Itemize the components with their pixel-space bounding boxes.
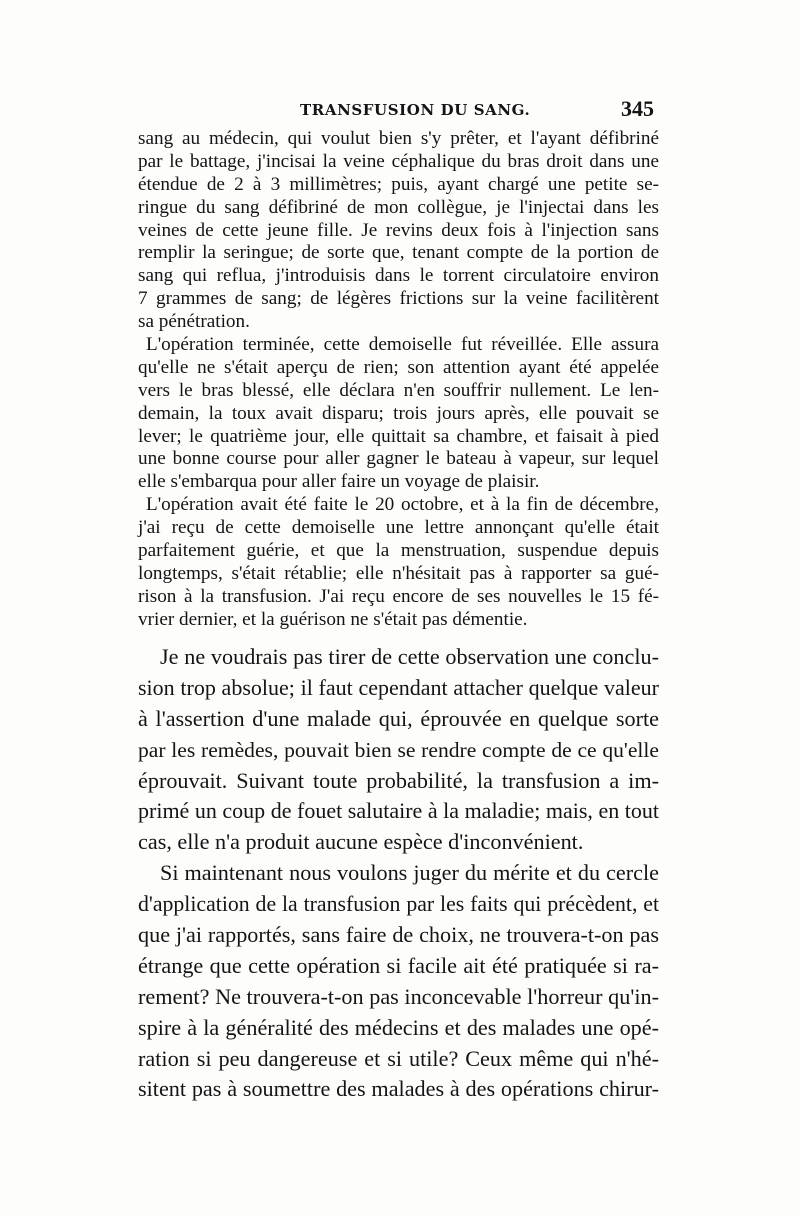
small-print-section (138, 128, 659, 632)
text-line: qu'elle ne s'était aperçu de rien; son attention ayant été appelée (138, 356, 659, 378)
page-number: 345 (621, 96, 654, 121)
text-line: étrange que cette opération si facile ait été pratiquée si ra- (138, 952, 659, 978)
text-line: veines de cette jeune fille. Je revins deux fois à l'injection sans (138, 219, 659, 241)
text-line: longtemps, s'était rétablie; elle n'hésitait pas à rapporter sa gué- (138, 562, 659, 584)
text-line: que j'ai rapportés, sans faire de choix, ne trouvera-t-on pas (138, 922, 659, 948)
text-line: ration si peu dangereuse et si utile? Ceux même qui n'hé- (138, 1045, 659, 1071)
text-line: sang qui reflua, j'introduisis dans le torrent circulatoire environ (138, 265, 659, 287)
running-title: TRANSFUSION DU SANG. (300, 101, 531, 119)
text-line: lever; le quatrième jour, elle quittait sa chambre, et faisait à pied (138, 425, 659, 447)
text-line: elle s'embarqua pour aller faire un voyage de plaisir. (138, 471, 540, 493)
text-line: sang au médecin, qui voulut bien s'y prêter, et l'ayant défibriné (138, 128, 659, 149)
text-line: rison à la transfusion. J'ai reçu encore de ses nouvelles le 15 fé- (138, 585, 659, 607)
text-line: vers le bras blessé, elle déclara n'en souffrir nullement. Le len- (138, 379, 659, 401)
text-line: spire à la généralité des médecins et des malades une opé- (138, 1014, 659, 1040)
paragraph-start-line: Je ne voudrais pas tirer de cette observation une conclu- (160, 644, 659, 669)
text-line: par les remèdes, pouvait bien se rendre compte de ce qu'elle (138, 737, 659, 762)
text-line: remplir la seringue; de sorte que, tenant compte de la portion de (138, 242, 659, 264)
text-line: rement? Ne trouvera-t-on pas inconcevable l'horreur qu'in- (138, 983, 659, 1009)
text-line: parfaitement guérie, et que la menstruation, suspendue depuis (138, 540, 659, 562)
text-line: 7 grammes de sang; de légères frictions sur la veine facilitèrent (138, 288, 659, 310)
text-line: sitent pas à soumettre des malades à des opérations chirur- (138, 1076, 659, 1102)
text-line: d'application de la transfusion par les faits qui précèdent, et (138, 892, 659, 917)
paragraph-start-line: L'opération terminée, cette demoiselle fut réveillée. Elle assura (146, 334, 659, 356)
text-line: par le battage, j'incisai la veine céphalique du bras droit dans une (138, 150, 659, 172)
text-line: étendue de 2 à 3 millimètres; puis, ayant chargé une petite se- (138, 173, 659, 195)
text-line: cas, elle n'a produit aucune espèce d'inconvénient. (138, 829, 584, 855)
text-line: ringue du sang défibriné de mon collègue, je l'injectai dans les (138, 196, 659, 218)
paragraph-start-line: L'opération avait été faite le 20 octobre, et à la fin de décembre, (146, 494, 659, 516)
text-line: une bonne course pour aller gagner le bateau à vapeur, sur lequel (138, 448, 659, 470)
running-head (140, 96, 660, 125)
main-text-section (138, 642, 659, 1105)
text-line: vrier dernier, et la guérison ne s'était pas démentie. (138, 608, 528, 630)
paragraph-start-line: Si maintenant nous voulons juger du mérite et du cercle (160, 860, 659, 886)
text-line: éprouvait. Suivant toute probabilité, la transfusion a im- (138, 767, 659, 793)
text-line: sion trop absolue; il faut cependant attacher quelque valeur (138, 674, 659, 700)
text-line: j'ai reçu de cette demoiselle une lettre annonçant qu'elle était (138, 517, 659, 539)
text-line: primé un coup de fouet salutaire à la maladie; mais, en tout (138, 798, 659, 824)
text-line: sa pénétration. (138, 311, 250, 333)
text-line: demain, la toux avait disparu; trois jours après, elle pouvait se (138, 402, 659, 424)
text-line: à l'assertion d'une malade qui, éprouvée en quelque sorte (138, 705, 659, 731)
